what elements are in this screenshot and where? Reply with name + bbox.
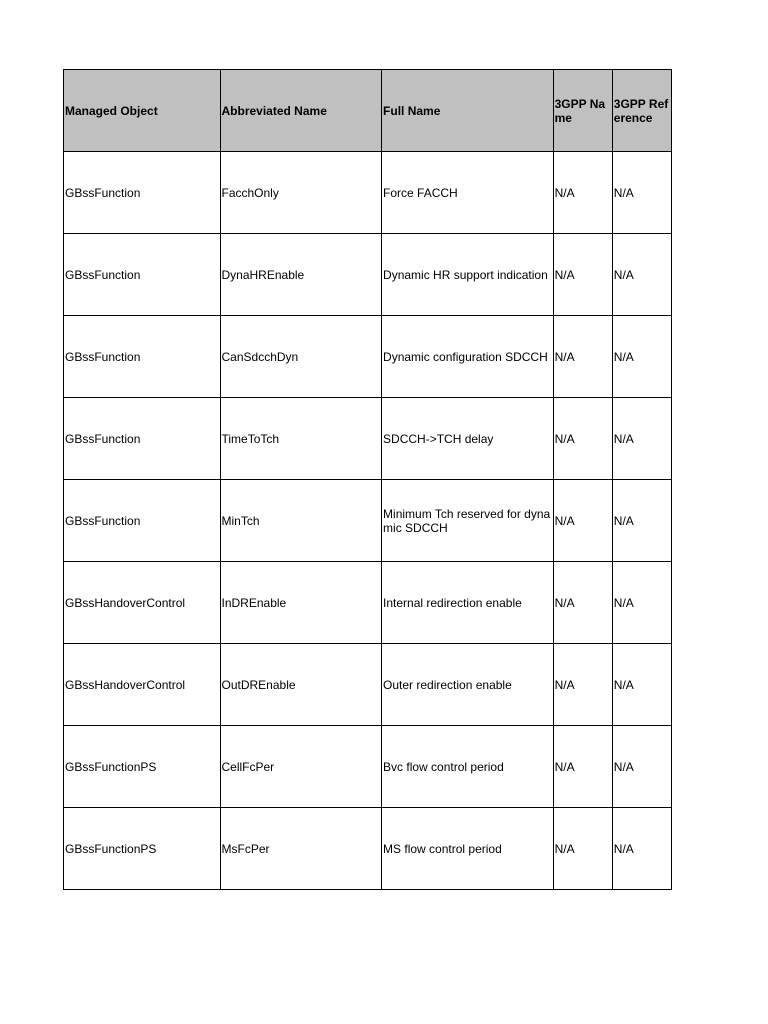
cell-full-name: Dynamic configuration SDCCH	[382, 316, 554, 398]
cell-managed-object: GBssFunction	[64, 234, 221, 316]
cell-managed-object: GBssFunction	[64, 398, 221, 480]
table-header-row	[64, 70, 672, 152]
table-row	[64, 152, 672, 234]
cell-managed-object: GBssHandoverControl	[64, 644, 221, 726]
cell-3gpp-reference: N/A	[612, 808, 671, 890]
cell-managed-object: GBssFunctionPS	[64, 726, 221, 808]
cell-managed-object: GBssFunctionPS	[64, 808, 221, 890]
cell-abbreviated-name: TimeToTch	[220, 398, 382, 480]
table-row	[64, 480, 672, 562]
cell-managed-object: GBssFunction	[64, 316, 221, 398]
header-full-name: Full Name	[382, 70, 554, 152]
cell-full-name: SDCCH->TCH delay	[382, 398, 554, 480]
cell-abbreviated-name: MinTch	[220, 480, 382, 562]
cell-abbreviated-name: OutDREnable	[220, 644, 382, 726]
cell-3gpp-name: N/A	[553, 480, 612, 562]
cell-abbreviated-name: MsFcPer	[220, 808, 382, 890]
cell-3gpp-reference: N/A	[612, 562, 671, 644]
cell-3gpp-name: N/A	[553, 152, 612, 234]
cell-full-name: Outer redirection enable	[382, 644, 554, 726]
cell-managed-object: GBssHandoverControl	[64, 562, 221, 644]
table-row	[64, 562, 672, 644]
cell-3gpp-name: N/A	[553, 644, 612, 726]
table-row	[64, 234, 672, 316]
table-row	[64, 398, 672, 480]
table-row	[64, 726, 672, 808]
cell-managed-object: GBssFunction	[64, 480, 221, 562]
cell-3gpp-name: N/A	[553, 398, 612, 480]
table-row	[64, 808, 672, 890]
cell-abbreviated-name: InDREnable	[220, 562, 382, 644]
header-3gpp-reference: 3GPP Reference	[612, 70, 671, 152]
cell-abbreviated-name: CanSdcchDyn	[220, 316, 382, 398]
cell-3gpp-reference: N/A	[612, 316, 671, 398]
cell-abbreviated-name: DynaHREnable	[220, 234, 382, 316]
header-managed-object: Managed Object	[64, 70, 221, 152]
cell-3gpp-reference: N/A	[612, 234, 671, 316]
cell-full-name: Internal redirection enable	[382, 562, 554, 644]
header-abbreviated-name: Abbreviated Name	[220, 70, 382, 152]
cell-full-name: Dynamic HR support indication	[382, 234, 554, 316]
cell-full-name: MS flow control period	[382, 808, 554, 890]
header-3gpp-name: 3GPP Name	[553, 70, 612, 152]
cell-full-name: Bvc flow control period	[382, 726, 554, 808]
cell-3gpp-reference: N/A	[612, 398, 671, 480]
cell-abbreviated-name: FacchOnly	[220, 152, 382, 234]
cell-3gpp-reference: N/A	[612, 644, 671, 726]
cell-3gpp-name: N/A	[553, 808, 612, 890]
cell-3gpp-reference: N/A	[612, 152, 671, 234]
cell-3gpp-reference: N/A	[612, 726, 671, 808]
cell-3gpp-reference: N/A	[612, 480, 671, 562]
cell-3gpp-name: N/A	[553, 726, 612, 808]
cell-managed-object: GBssFunction	[64, 152, 221, 234]
cell-full-name: Force FACCH	[382, 152, 554, 234]
cell-3gpp-name: N/A	[553, 316, 612, 398]
cell-abbreviated-name: CellFcPer	[220, 726, 382, 808]
cell-full-name: Minimum Tch reserved for dynamic SDCCH	[382, 480, 554, 562]
table-row	[64, 316, 672, 398]
table-row	[64, 644, 672, 726]
parameter-table	[63, 69, 672, 890]
cell-3gpp-name: N/A	[553, 234, 612, 316]
cell-3gpp-name: N/A	[553, 562, 612, 644]
